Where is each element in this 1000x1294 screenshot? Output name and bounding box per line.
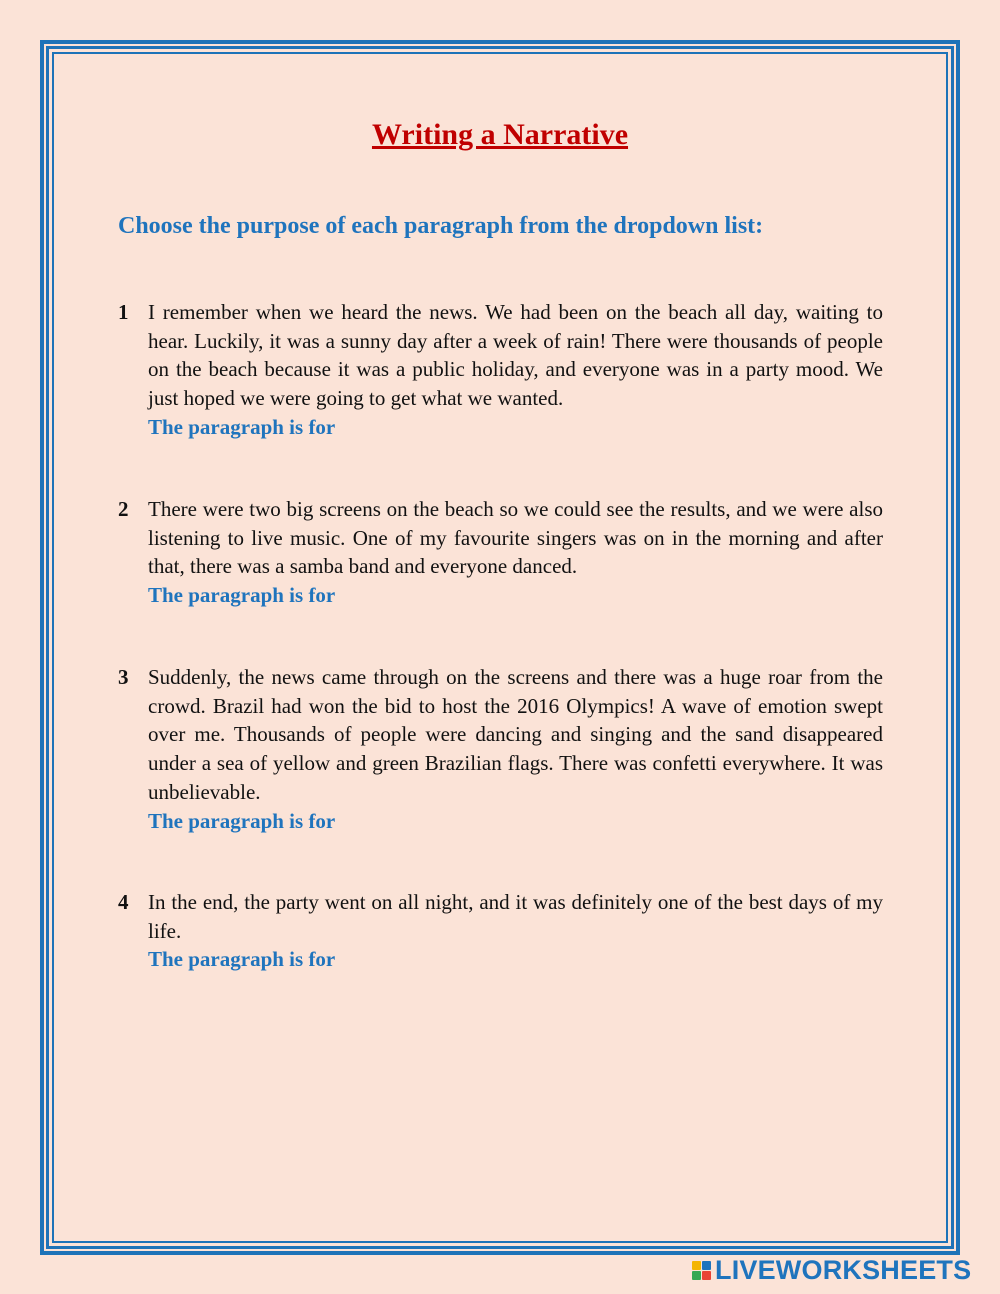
paragraph-text: There were two big screens on the beach so we could see the results, and we were also listening to live music. One of my favourite singers was on in the morning and after that, there was a samba band and everyone danced. [148, 497, 883, 579]
paragraph-4 [118, 888, 883, 974]
liveworksheets-logo [692, 1255, 971, 1285]
purpose-dropdown-prompt[interactable]: The paragraph is for [148, 808, 336, 833]
purpose-dropdown-prompt[interactable]: The paragraph is for [148, 414, 336, 439]
paragraph-2 [118, 495, 883, 610]
paragraph-number: 4 [118, 890, 129, 914]
paragraph-number: 3 [118, 665, 129, 689]
paragraph-text: In the end, the party went on all night, and it was definitely one of the best days of my life. [148, 890, 883, 943]
paragraph-3 [118, 663, 883, 835]
paragraph-text: Suddenly, the news came through on the screens and there was a huge roar from the crowd. Brazil had won the bid to host the 2016 Olympics! A wave of emotion swept over me. Thousands of people were dancing and singing and the sand disappeared under a sea of yellow and green Brazilian flags. There was confetti everywhere. It was unbelievable. [148, 665, 883, 804]
paragraph-1 [118, 298, 883, 442]
instruction-text: Choose the purpose of each paragraph from the dropdown list: [118, 213, 764, 239]
paragraph-number: 1 [118, 300, 129, 324]
purpose-dropdown-prompt[interactable]: The paragraph is for [148, 583, 336, 608]
paragraph-number: 2 [118, 497, 129, 521]
paragraph-text: I remember when we heard the news. We had been on the beach all day, waiting to hear. Luckily, it was a sunny day after a week of rain! There were thousands of people on the beach because it was a public holiday, and everyone was in a party mood. We just hoped we were going to get what we wanted. [148, 300, 883, 411]
liveworksheets-logo-icon [692, 1261, 711, 1280]
page-title: Writing a Narrative [371, 118, 629, 151]
liveworksheets-logo-text: LIVEWORKSHEETS [715, 1254, 972, 1285]
purpose-dropdown-prompt[interactable]: The paragraph is for [148, 947, 336, 972]
